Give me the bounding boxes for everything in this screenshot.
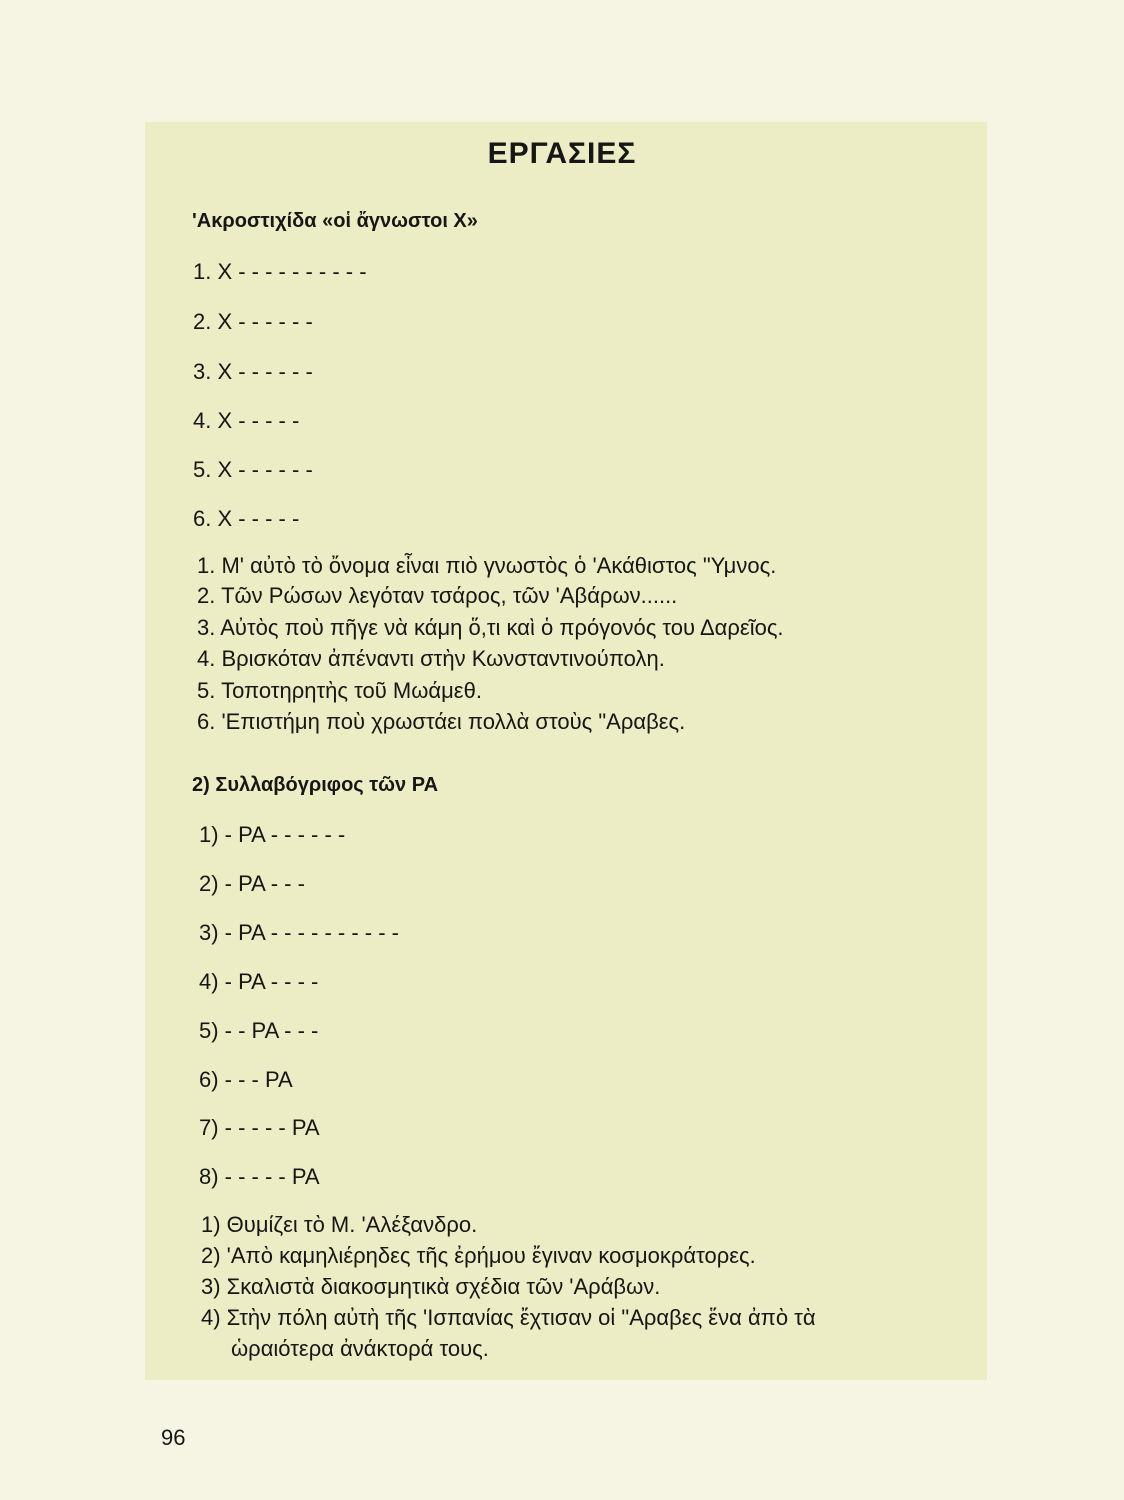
- syllable-clue: 2) 'Απὸ καμηλιέρηδες τῆς ἐρήμου ἔγιναν κοσμοκράτορες.: [201, 1243, 756, 1268]
- acrostic-blank: 4. Χ - - - - -: [193, 408, 300, 433]
- syllable-clue: 3) Σκαλιστὰ διακοσμητικὰ σχέδια τῶν 'Αράβων.: [201, 1274, 661, 1299]
- syllable-blank: 7) - - - - - ΡΑ: [199, 1115, 320, 1140]
- syllable-blank: 5) - - ΡΑ - - -: [199, 1018, 319, 1043]
- syllable-clue: 4) Στὴν πόλη αὐτὴ τῆς 'Ισπανίας ἔχτισαν οἱ "Αραβες ἕνα ἀπὸ τὰ: [201, 1305, 816, 1330]
- acrostic-clue: 1. Μ' αὐτὸ τὸ ὄνομα εἶναι πιὸ γνωστὸς ὁ 'Ακάθιστος "Υμνος.: [197, 553, 777, 578]
- page-title: ΕΡΓΑΣΙΕΣ: [487, 137, 637, 170]
- section-title-acrostic: 'Ακροστιχίδα «οἱ ἄγνωστοι Χ»: [192, 210, 478, 232]
- acrostic-blank: 6. Χ - - - - -: [193, 506, 300, 531]
- acrostic-clue: 4. Βρισκόταν ἀπέναντι στὴν Κωνσταντινούπολη.: [197, 646, 665, 671]
- section-title-syllable-puzzle: 2) Συλλαβόγριφος τῶν ΡΑ: [192, 774, 439, 796]
- page-number: 96: [161, 1425, 186, 1450]
- acrostic-blank: 1. Χ - - - - - - - - - -: [193, 259, 367, 284]
- syllable-blank: 6) - - - ΡΑ: [199, 1067, 293, 1092]
- acrostic-clue: 2. Τῶν Ρώσων λεγόταν τσάρος, τῶν 'Αβάρων......: [197, 583, 678, 608]
- syllable-blank: 2) - ΡΑ - - -: [199, 871, 305, 896]
- acrostic-blank: 5. Χ - - - - - -: [193, 457, 313, 482]
- acrostic-blank: 3. Χ - - - - - -: [193, 359, 313, 384]
- acrostic-blank: 2. Χ - - - - - -: [193, 309, 313, 334]
- syllable-blank: 8) - - - - - ΡΑ: [199, 1164, 320, 1189]
- syllable-blank: 1) - ΡΑ - - - - - -: [199, 822, 346, 847]
- syllable-clue-continuation: ὡραιότερα ἀνάκτορά τους.: [231, 1336, 489, 1361]
- acrostic-clue: 5. Τοποτηρητὴς τοῦ Μωάμεθ.: [197, 678, 482, 703]
- acrostic-clue: 3. Αὐτὸς ποὺ πῆγε νὰ κάμη ὅ,τι καὶ ὁ πρόγονός του Δαρεῖος.: [197, 615, 784, 640]
- syllable-blank: 4) - ΡΑ - - - -: [199, 969, 319, 994]
- syllable-clue: 1) Θυμίζει τὸ Μ. 'Αλέξανδρο.: [201, 1212, 478, 1237]
- acrostic-clue: 6. 'Επιστήμη ποὺ χρωστάει πολλὰ στοὺς "Αραβες.: [197, 709, 686, 734]
- syllable-blank: 3) - ΡΑ - - - - - - - - - -: [199, 920, 399, 945]
